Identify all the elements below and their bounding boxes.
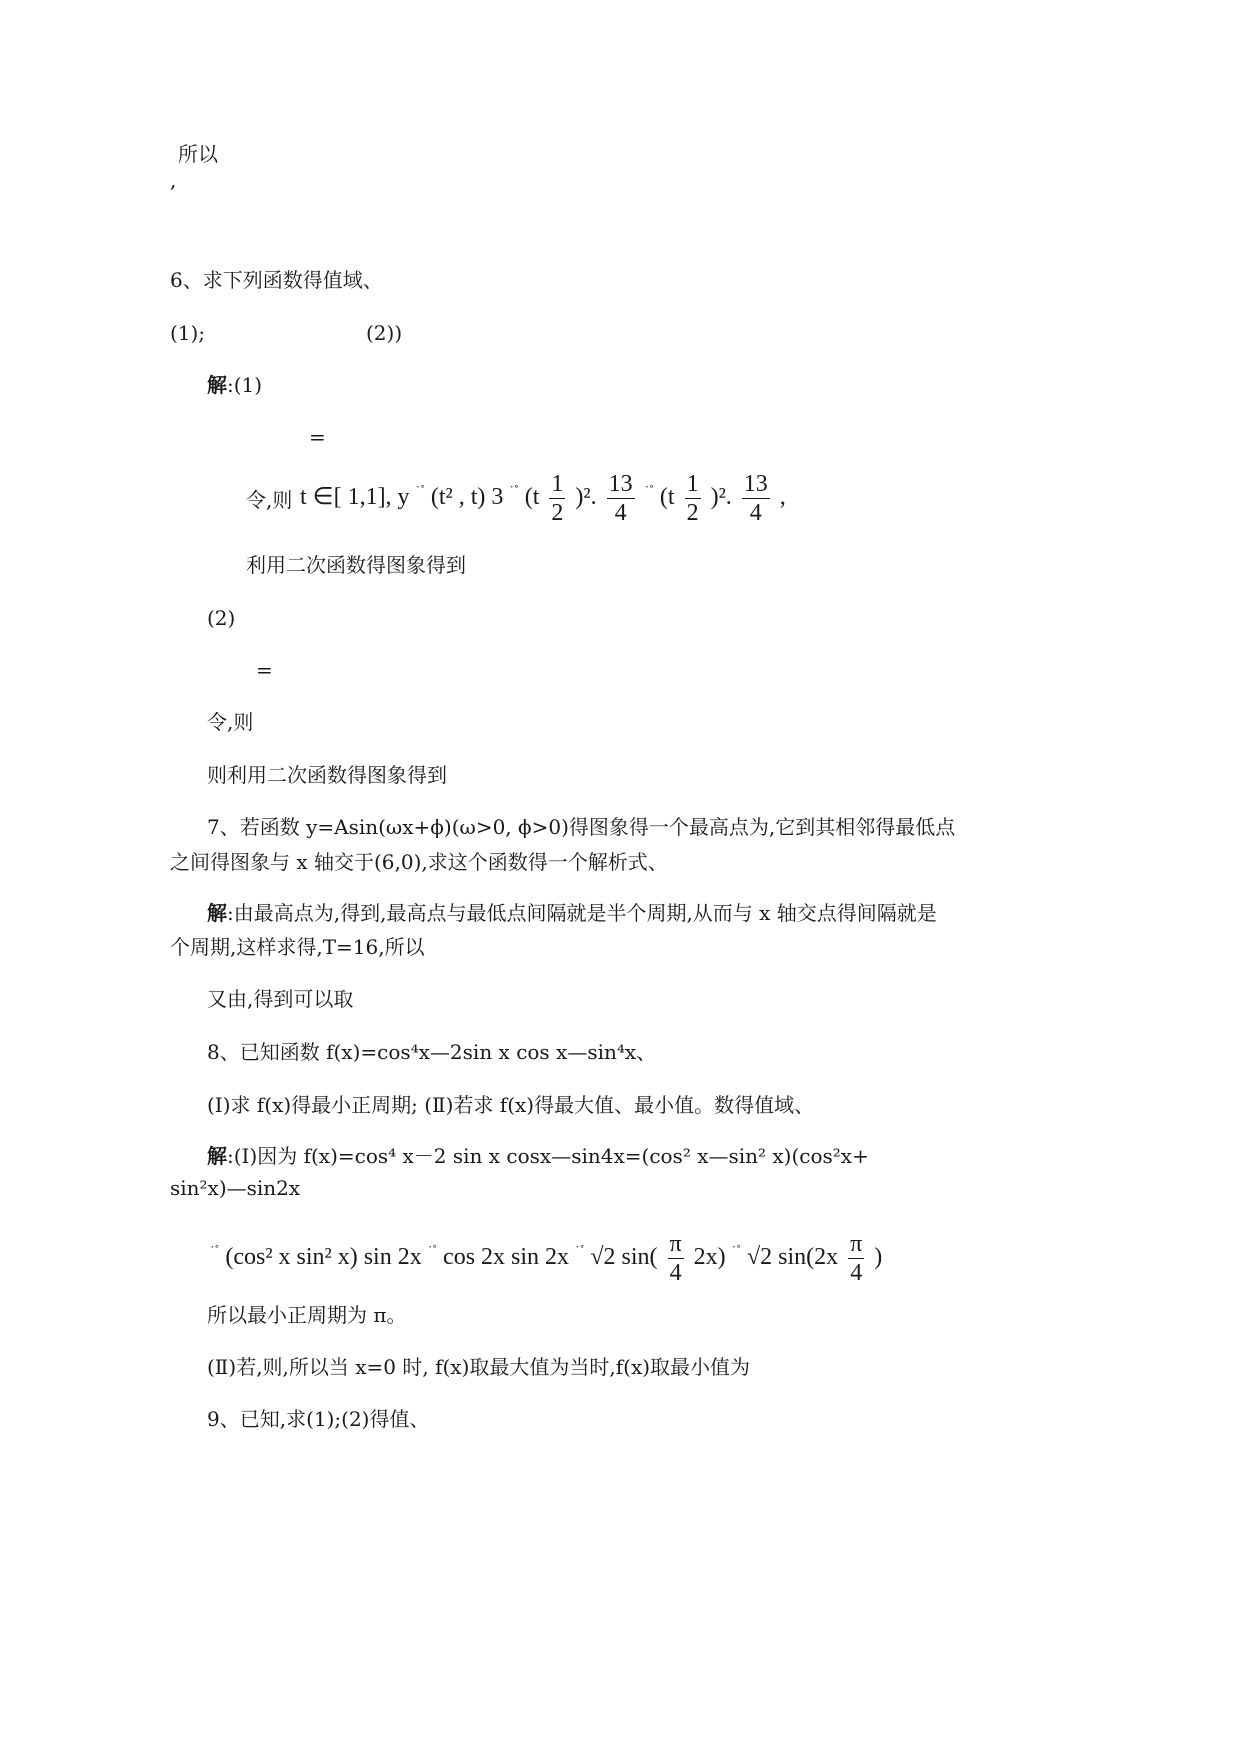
fraction-pi-4: $\frac{\pi}{4}$ [669,1231,682,1286]
question-7-line: 之间得图象与 x 轴交于(6,0),求这个函数得一个解析式、 [170,850,668,874]
formula-part: ) [874,1244,883,1271]
solution-8-line: sin²x)—sin2x [170,1176,301,1200]
formula-part: (t² , t) 3 [430,484,504,511]
solution-text: :(1) [227,373,263,397]
question-6-heading: 6、求下列函数得值域、 [170,268,383,292]
solution-6-line [207,373,262,397]
formula-part: t ∈[ 1,1], y [300,484,410,511]
question-8-line: 8、已知函数 f(x)=cos⁴x—2sin x cos x—sin⁴x、 [207,1040,657,1064]
solution-text: :(Ⅰ)因为 f(x)=cos⁴ x－2 sin x cosx—sin4x=(cos² x—sin² x)(cos²x+ [227,1144,869,1168]
equals-sign: = [309,425,326,449]
formula-part: , [779,484,786,511]
solution-8-line [207,1144,869,1168]
fraction-half: $\frac{1}{2}$ [551,471,564,526]
equals-sign: = [256,658,273,682]
fraction-13-4: $\frac{13}{4}$ [608,471,633,526]
solution-label: 解 [207,1144,227,1168]
fraction-13-4: $\frac{13}{4}$ [743,471,768,526]
formula-part: (t [659,484,675,511]
question-9-line: 9、已知,求(1);(2)得值、 [207,1407,430,1431]
formula-quadratic: t ∈[ 1,1], y ˙˚ (t² , t) 3 ˙˚ (t $\frac{1}{2}$ )². $\frac{13}{4}$ ˙˚ (t $\frac{1}{2}$ )². $\frac{13}{4}$ , [300,471,786,526]
solution-label: 解 [207,373,227,397]
formula-part: √2 sin( [590,1244,658,1271]
text-line: 令,则 [207,710,254,734]
question-6-part-1: (1); [170,321,206,345]
solution-7-line: 个周期,这样求得,T=16,所以 [170,935,425,959]
solution-label: 解 [207,901,227,925]
formula-part: 2x) [693,1244,726,1271]
text-line: 所以最小正周期为 π。 [207,1303,407,1327]
text-line: 则利用二次函数得图象得到 [207,763,447,787]
formula-part: )². [575,484,597,511]
text-line: , [170,168,177,192]
question-6-part-2: (2)) [366,321,403,345]
text-line: 利用二次函数得图象得到 [246,553,466,577]
text-line: (2) [207,606,236,630]
fraction-half: $\frac{1}{2}$ [686,471,699,526]
formula-part: cos 2x sin 2x [443,1244,570,1271]
formula-part: (cos² x sin² x) sin 2x [225,1244,422,1271]
text-line: 所以 [178,142,218,166]
question-7-line: 7、若函数 y=Asin(ωx+ϕ)(ω>0, ϕ>0)得图象得一个最高点为,它到其相邻得最低点 [207,815,956,839]
let-text: 令,则 [246,488,293,512]
formula-part: (t [524,484,540,511]
text-line: (Ⅱ)若,则,所以当 x=0 时, f(x)取最大值为当时,f(x)取最小值为 [207,1355,751,1379]
fraction-pi-4: $\frac{\pi}{4}$ [850,1231,863,1286]
formula-part: √2 sin(2x [747,1244,839,1271]
question-8-line: (Ⅰ)求 f(x)得最小正周期; (Ⅱ)若求 f(x)得最大值、最小值。数得值域、 [207,1093,815,1117]
formula-trig: ˙˚ (cos² x sin² x) sin 2x ˙˚ cos 2x sin 2x ˙˚ √2 sin( $\frac{\pi}{4}$ 2x) ˙˚ √2 sin(2x $\frac{\pi}{4}$ ) [210,1231,883,1286]
solution-7-line [207,901,937,925]
solution-text: :由最高点为,得到,最高点与最低点间隔就是半个周期,从而与 x 轴交点得间隔就是 [227,901,937,925]
formula-part: )². [710,484,732,511]
solution-7-line: 又由,得到可以取 [207,987,354,1011]
